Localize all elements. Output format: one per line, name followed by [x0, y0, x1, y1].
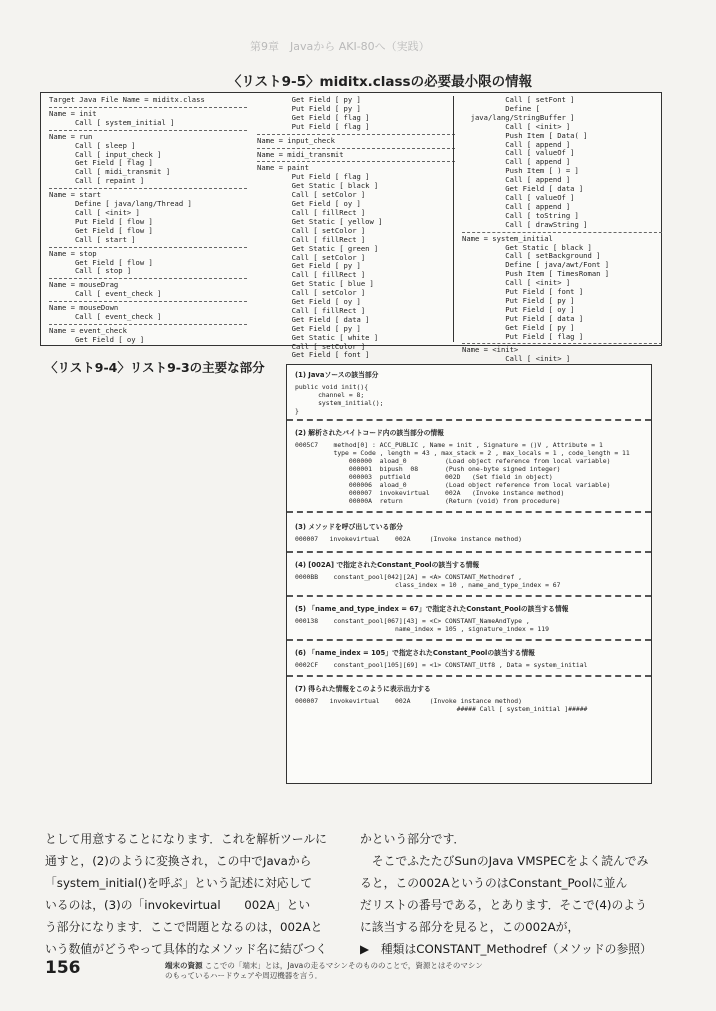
code-line: Call [ stop ] [49, 266, 132, 276]
code-line: Get Field [ py ] [257, 261, 361, 271]
separator-line [257, 134, 455, 135]
section-code: 0002CF constant_pool[105][69] = <1> CONSTANT_Utf8 , Data = system_initial [295, 661, 588, 669]
footnote-text: ここでの「端末」とは，Javaの走るマシンそのもののことで，資源とはそのマシンのもっているハードウェアや周辺機器を言う． [165, 961, 483, 980]
code-line: Put Field [ flow ] [49, 216, 153, 226]
code-line: Define [ java/awt/Font ] [462, 260, 610, 270]
body-line: いう数値がどうやって具体的なメソッド名に結びつく [45, 942, 328, 956]
body-line: だリストの番号である，とあります．そこで(4)のよう [360, 898, 647, 912]
code-line: Name = <init> [462, 345, 519, 355]
code-line: Call [ event_check ] [49, 289, 162, 299]
code-line: Call [ input_check ] [49, 149, 162, 159]
code-line: Call [ <init> ] [49, 207, 140, 217]
code-line: Get Field [ oy ] [49, 334, 145, 344]
listing-4-section [287, 553, 651, 595]
code-line: Name = init [49, 108, 97, 118]
code-line: Get Field [ py ] [257, 95, 361, 104]
code-line: Get Field [ data ] [257, 314, 370, 324]
section-heading: (2) 解析されたバイトコード内の該当部分の情報 [295, 429, 444, 437]
code-line: Name = midi_transmit [257, 149, 344, 159]
code-line: Name = run [49, 131, 93, 141]
code-line: Name = mouseDown [49, 303, 119, 313]
code-line: Target Java File Name = miditx.class [49, 95, 205, 104]
code-line: Call [ sleep ] [49, 140, 136, 150]
code-line: Call [ <init> ] [462, 121, 571, 131]
code-line: Call [ fillRect ] [257, 305, 366, 315]
separator-line [462, 232, 662, 233]
code-line: Get Static [ yellow ] [257, 216, 383, 226]
code-line: Name = paint [257, 163, 309, 173]
code-line: Put Field [ py ] [257, 103, 361, 113]
listing-4-box [286, 364, 652, 784]
code-line: Get Field [ flag ] [257, 112, 370, 122]
code-line: Call [ append ] [462, 157, 571, 167]
separator-line [257, 148, 455, 149]
code-line: Call [ setColor ] [257, 252, 366, 262]
code-line: Call [ event_check ] [49, 312, 162, 322]
body-line: ると，この002AというのはConstant_Poolに並ん [360, 876, 628, 890]
code-line: Put Field [ py ] [462, 295, 575, 305]
code-line: java/lang/StringBuffer ] [462, 112, 575, 122]
body-line: かという部分です． [360, 832, 466, 846]
listing-4-section [287, 677, 651, 719]
code-line: Put Field [ font ] [462, 287, 584, 297]
code-line: Call [ fillRect ] [257, 207, 366, 217]
code-line: Get Field [ oy ] [257, 199, 361, 209]
separator-line [257, 161, 455, 162]
separator-line [49, 324, 247, 325]
listing-4-section [287, 365, 651, 419]
code-line: Put Field [ oy ] [462, 304, 575, 314]
section-code: 000007 invokevirtual 002A (Invoke instance method) [295, 535, 523, 543]
code-line: Call [ append ] [462, 139, 571, 149]
separator-line [49, 188, 247, 189]
code-line: Put Field [ flag ] [257, 121, 370, 131]
section-heading: (1) Javaソースの該当部分 [295, 371, 379, 379]
code-line: Get Field [ flow ] [49, 257, 153, 267]
listing-5-column-2 [249, 95, 455, 360]
code-line: Call [ setColor ] [257, 288, 366, 298]
code-line: Name = input_check [257, 135, 335, 145]
body-line: として用意することになります．これを解析ツールに [45, 832, 327, 846]
code-line: Get Field [ oy ] [257, 297, 361, 307]
code-line: Call [ setBackground ] [462, 251, 601, 261]
running-header [0, 30, 716, 60]
code-line: Put Field [ flag ] [257, 172, 370, 182]
separator-line [49, 278, 247, 279]
section-heading: (5) 「name_and_type_index = 67」で指定されたConstant_Poolの該当する情報 [295, 605, 569, 613]
body-line: う部分になります．ここで問題となるのは，002Aと [45, 920, 323, 934]
section-code: 000138 constant_pool[067][43] = <C> CONSTANT_NameAndType , name_index = 105 , signature_index = 119 [295, 617, 549, 633]
listing-4-title: 〈リスト9-4〉リスト9-3の主要な部分 [45, 360, 265, 375]
code-line: Call [ fillRect ] [257, 234, 366, 244]
listing-5-column-3 [453, 95, 662, 364]
body-line: に該当する部分を見ると，この002Aが， [360, 920, 580, 934]
code-line: Name = system_initial [462, 233, 553, 243]
code-line: Get Field [ py ] [462, 322, 575, 332]
code-line: Push Item [ ) = ] [462, 166, 579, 176]
body-line: そこでふたたびSunのJava VMSPECをよく読んでみ [360, 854, 649, 868]
code-line: Get Static [ green ] [257, 243, 379, 253]
footnote [165, 961, 485, 981]
code-line: Call [ append ] [462, 201, 571, 211]
code-line: Call [ repaint ] [49, 176, 145, 186]
code-line: Name = mouseDrag [49, 280, 119, 290]
code-line: Define [ java/lang/Thread ] [49, 199, 192, 209]
separator-line [462, 343, 662, 344]
code-line: Get Field [ flag ] [49, 158, 153, 168]
code-line: Call [ setFont ] [462, 95, 575, 104]
code-line: Get Field [ flow ] [49, 225, 153, 235]
code-line: Name = stop [49, 248, 97, 258]
code-line: Call [ valueOf ] [462, 148, 575, 158]
listing-4-section [287, 421, 651, 511]
separator-line [49, 107, 247, 108]
code-line: Get Static [ white ] [257, 332, 379, 342]
body-text-right [360, 828, 660, 960]
footnote-term: 端末の資源 [165, 961, 203, 970]
code-line: Get Static [ black ] [257, 181, 379, 191]
code-line: Put Field [ data ] [462, 313, 584, 323]
code-line: Get Static [ black ] [462, 242, 592, 252]
code-line: Name = event_check [49, 325, 127, 335]
listing-4-section [287, 597, 651, 639]
code-line: Call [ start ] [49, 234, 136, 244]
separator-line [49, 301, 247, 302]
code-line: Call [ system_initial ] [49, 117, 175, 127]
section-code: 000007 invokevirtual 002A (Invoke instance method) ##### Call [ system_initial ]##### [295, 697, 588, 713]
code-line: Call [ valueOf ] [462, 192, 575, 202]
listing-4-section [287, 513, 651, 551]
section-code: 0000BB constant_pool[042][2A] = <A> CONSTANT_Methodref , class_index = 10 , name_and_type_index = 67 [295, 573, 561, 589]
code-line: Call [ toString ] [462, 210, 579, 220]
code-line: Get Field [ data ] [462, 184, 584, 194]
body-line: 「system_initial()を呼ぶ」という記述に対応して [45, 876, 313, 890]
listing-5-column-1 [41, 96, 247, 342]
page-number: 156 [45, 958, 81, 978]
section-code: public void init(){ channel = 8; system_initial(); } [295, 383, 384, 415]
code-line: Name = start [49, 190, 101, 200]
code-line: Call [ append ] [462, 175, 571, 185]
section-code: 0005C7 method[0] : ACC_PUBLIC , Name = init , Signature = ()V , Attribute = 1 type = Code , length = 43 , max_stack = 2 , max_locals = 1 , code_length = 11 000000 aload_0 (Load object reference from local variable) 000001 bipush 08 (Push one-byte signed integer) 000003 putfield 002D (Set field in object) 000006 aload_0 (Load object reference from local variable) 000007 invokevirtual 002A (Invoke instance method) 00000A return (Return (void) from procedure) [295, 441, 630, 505]
code-line: Get Field [ font ] [257, 350, 370, 360]
listing-5-box [40, 92, 662, 364]
section-heading: (4) [002A] で指定されたConstant_Poolの該当する情報 [295, 561, 480, 569]
code-line: Push Item [ TimesRoman ] [462, 269, 610, 279]
separator-line [49, 130, 247, 131]
code-line: Call [ setColor ] [257, 341, 366, 351]
code-line: Get Static [ blue ] [257, 279, 374, 289]
body-text-left [45, 828, 345, 960]
code-line: Define [ [462, 103, 540, 113]
code-line: Get Field [ py ] [257, 323, 361, 333]
separator-line [49, 247, 247, 248]
body-line: ▶ 種類はCONSTANT_Methodref（メソッドの参照） [360, 942, 652, 956]
section-heading: (3) メソッドを呼び出している部分 [295, 523, 403, 531]
code-line: Put Field [ flag ] [462, 331, 584, 341]
running-head-text: 第9章 Javaから AKI-80へ（実践） [250, 40, 430, 53]
body-line: いるのは，(3)の「invokevirtual 002A」とい [45, 898, 311, 912]
code-line: Call [ setColor ] [257, 190, 366, 200]
code-line: Call [ setColor ] [257, 225, 366, 235]
code-line: Call [ fillRect ] [257, 270, 366, 280]
body-line: 通すと，(2)のように変換され，この中でJavaから [45, 854, 312, 868]
section-heading: (6) 「name_index = 105」で指定されたConstant_Poolの該当する情報 [295, 649, 535, 657]
code-line: Push Item [ Data( ] [462, 130, 588, 140]
section-heading: (7) 得られた情報をこのように表示出力する [295, 685, 431, 693]
code-line: Call [ drawString ] [462, 219, 588, 229]
listing-4-section [287, 641, 651, 675]
listing-5-title: 〈リスト9-5〉miditx.classの必要最小限の情報 [227, 74, 533, 90]
code-line: Call [ midi_transmit ] [49, 167, 171, 177]
code-line: Call [ <init> ] [462, 354, 571, 364]
code-line: Call [ <init> ] [462, 278, 571, 288]
